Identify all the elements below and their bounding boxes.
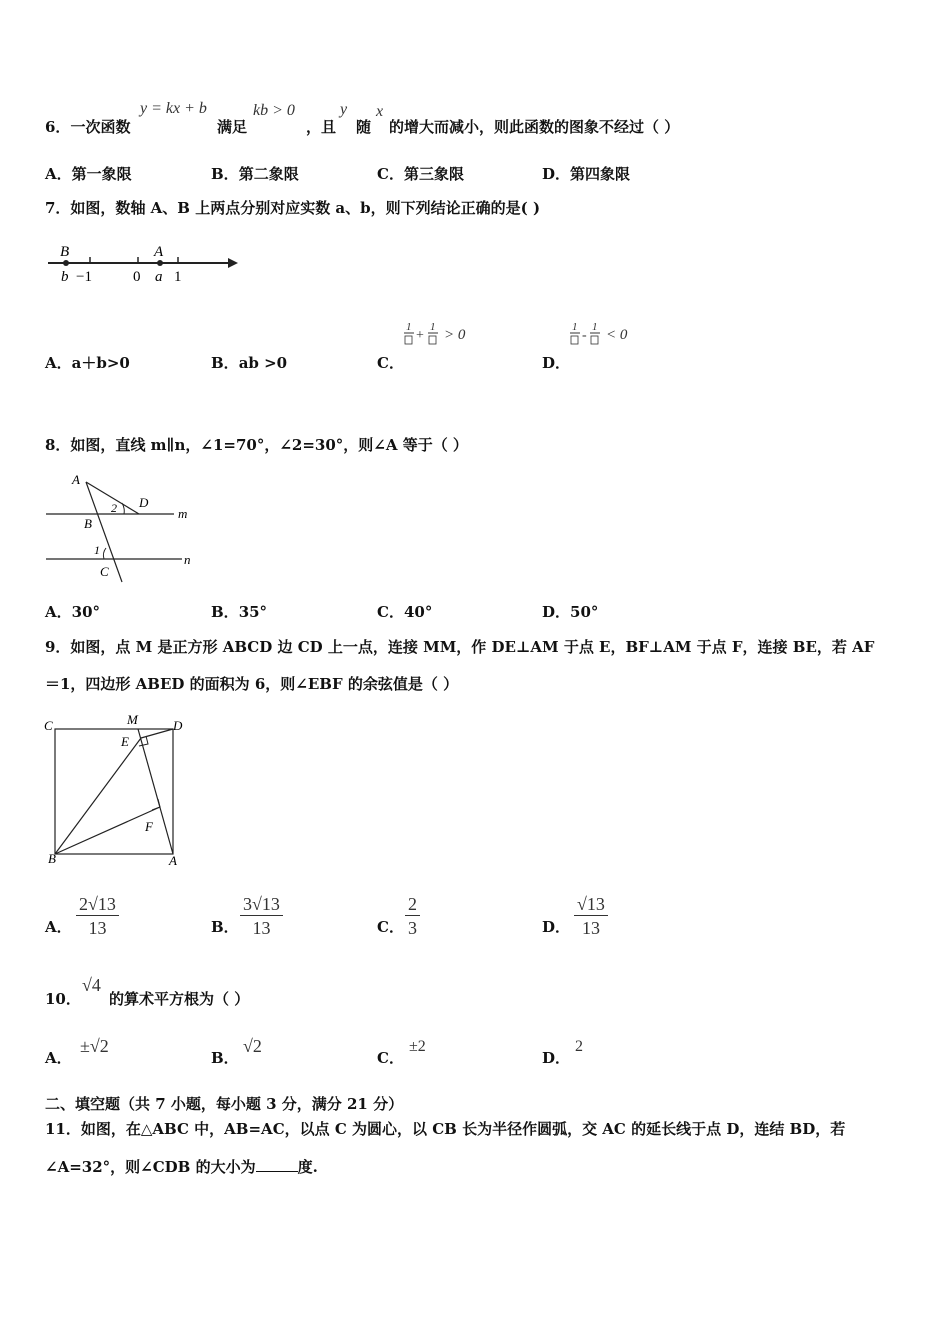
label-angle-2: 2: [111, 501, 117, 515]
q10-option-b[interactable]: B．: [211, 1049, 239, 1067]
q6-var-y: y: [340, 101, 348, 118]
q6-option-a[interactable]: A．第一象限: [45, 165, 132, 183]
label-a-lower: a: [155, 269, 163, 285]
q8-option-b[interactable]: B．35°: [211, 603, 268, 621]
q7-option-c[interactable]: C．: [377, 354, 404, 372]
q11-stem-line-2: ∠A=32°，则∠CDB 的大小为 度.: [45, 1158, 318, 1176]
q10-option-c-value: ±2: [409, 1038, 426, 1055]
label-e: E: [121, 734, 129, 749]
label-d: D: [173, 718, 183, 733]
label-a: A: [169, 853, 177, 868]
label-d: D: [139, 495, 149, 510]
q9-option-c[interactable]: C．: [377, 918, 404, 936]
q9-option-a-fraction: $\frac{2√13}{13}$: [76, 893, 119, 940]
q9-option-b-fraction: $\frac{3√13}{13}$: [240, 893, 283, 940]
q7-option-b[interactable]: B．ab >0: [211, 354, 288, 372]
label-b: B: [48, 851, 56, 866]
label-minus-one: −1: [76, 269, 92, 285]
q6-equation: y = kx + b: [140, 100, 207, 117]
q9-option-d[interactable]: D．: [542, 918, 571, 936]
q8-parallel-lines-figure: [44, 470, 204, 585]
q6-option-b[interactable]: B．第二象限: [211, 165, 299, 183]
q9-option-d-fraction: $\frac{√13}{13}$: [574, 893, 608, 940]
q10-option-d[interactable]: D．: [542, 1049, 571, 1067]
q9-square-figure: [42, 708, 192, 870]
label-one: 1: [174, 269, 182, 285]
label-a: A: [72, 472, 80, 487]
label-c: C: [44, 718, 53, 733]
q8-option-c[interactable]: C．40°: [377, 603, 433, 621]
label-b-upper: B: [60, 244, 70, 260]
svg-text:1: 1: [406, 321, 412, 333]
section-2-heading: 二、填空题（共 7 小题，每小题 3 分，满分 21 分）: [45, 1095, 404, 1113]
q9-stem-line-1: 9．如图，点 M 是正方形 ABCD 边 CD 上一点，连接 MM，作 DE⊥AM 于点 E，BF⊥AM 于点 F，连接 BE，若 AF: [45, 638, 875, 656]
point-a: [157, 260, 163, 266]
q6-stem: [45, 116, 130, 137]
label-b-lower: b: [61, 269, 69, 285]
q6-text-4: 随: [356, 118, 372, 136]
q10-option-a-value: ±√2: [80, 1036, 109, 1056]
svg-text:> 0: > 0: [444, 327, 466, 343]
q7-option-a[interactable]: A．a＋b>0: [45, 354, 130, 372]
q6-number: 6．: [45, 118, 71, 136]
svg-text:-: -: [582, 328, 587, 343]
q9-option-b[interactable]: B．: [211, 918, 239, 936]
q7-stem: 7．如图，数轴 A、B 上两点分别对应实数 a、b，则下列结论正确的是( ): [45, 199, 541, 217]
q6-option-d[interactable]: D．第四象限: [542, 165, 631, 183]
label-m: m: [178, 506, 188, 521]
q6-text-1: 一次函数: [70, 118, 131, 136]
q10-option-a[interactable]: A．: [45, 1049, 72, 1067]
label-m: M: [127, 712, 138, 727]
segment-be: [55, 738, 141, 854]
number-line-arrow: [228, 258, 238, 268]
svg-text:< 0: < 0: [606, 327, 628, 343]
q9-option-a[interactable]: A．: [45, 918, 72, 936]
svg-text:1: 1: [572, 321, 578, 333]
q6-option-c[interactable]: C．第三象限: [377, 165, 464, 183]
label-zero: 0: [133, 269, 141, 285]
svg-text:+: +: [416, 328, 424, 343]
q10-option-c[interactable]: C．: [377, 1049, 404, 1067]
segment-am: [138, 729, 173, 854]
svg-text:1: 1: [430, 321, 436, 333]
q10-stem: 的算术平方根为（ ）: [109, 990, 250, 1008]
label-a-upper: A: [154, 244, 164, 260]
q7-option-d[interactable]: D．: [542, 354, 571, 372]
q6-var-x: x: [376, 103, 384, 120]
point-b: [63, 260, 69, 266]
q9-stem-line-2: ＝1，四边形 ABED 的面积为 6，则∠EBF 的余弦值是（ ）: [45, 675, 459, 693]
q6-text-2: 满足: [217, 118, 248, 136]
label-f: F: [145, 819, 153, 834]
q7-number-line-figure: [40, 238, 245, 288]
q10-radical: √4: [82, 975, 101, 995]
q10-option-d-value: 2: [575, 1038, 583, 1055]
q11-answer-blank[interactable]: [256, 1157, 298, 1172]
label-n: n: [184, 552, 191, 567]
q7-option-c-math: [402, 318, 482, 350]
q8-stem: 8．如图，直线 m∥n，∠1=70°，∠2=30°，则∠A 等于（ ）: [45, 436, 468, 454]
q9-option-c-fraction: $\frac{2}{3}$: [405, 893, 420, 940]
q10-number: 10．: [45, 990, 81, 1008]
label-angle-1: 1: [94, 543, 100, 557]
q11-stem-line-1: 11．如图，在△ABC 中，AB=AC，以点 C 为圆心，以 CB 长为半径作圆弧，交 AC 的延长线于点 D，连结 BD，若: [45, 1120, 846, 1138]
label-b: B: [84, 516, 92, 531]
q6-text-3: ，且: [306, 118, 337, 136]
q6-condition: kb > 0: [253, 102, 295, 119]
q8-option-d[interactable]: D．50°: [542, 603, 599, 621]
q10-option-b-value: √2: [243, 1036, 262, 1056]
q8-option-a[interactable]: A．30°: [45, 603, 101, 621]
label-c: C: [100, 564, 109, 579]
svg-text:1: 1: [592, 321, 598, 333]
q7-option-d-math: [568, 318, 648, 350]
q6-text-5: 的增大而减小，则此函数的图象不经过（ ）: [389, 118, 680, 136]
